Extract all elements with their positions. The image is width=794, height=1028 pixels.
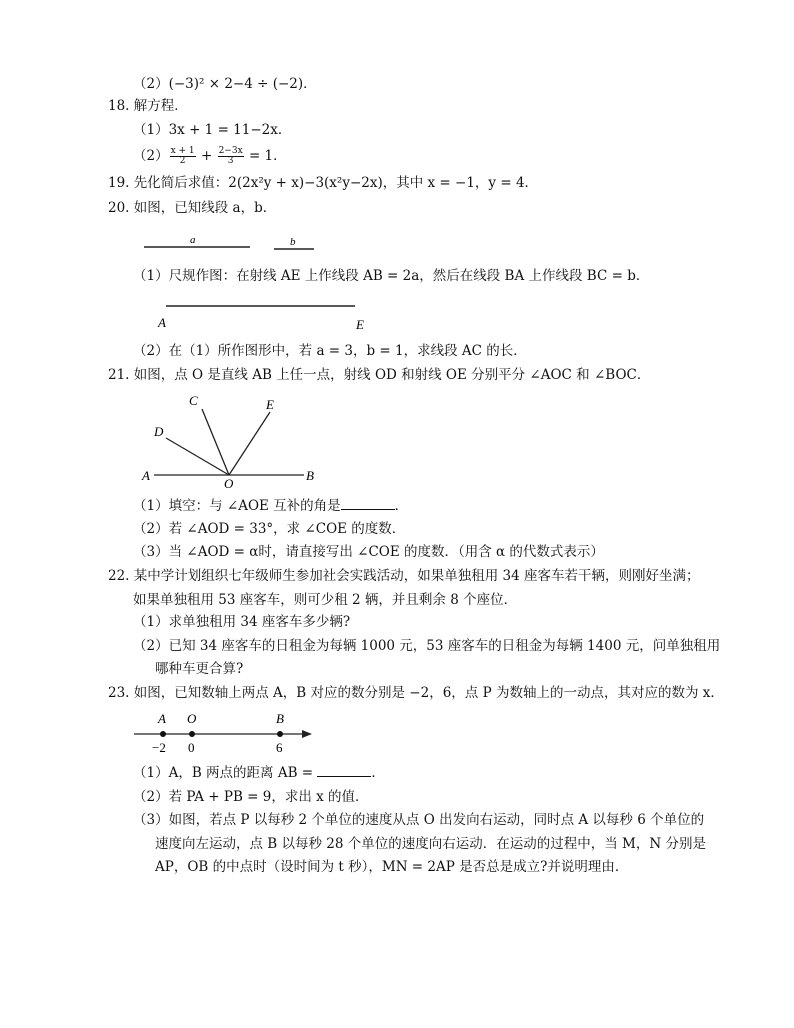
number-line-arrow [302,730,312,738]
q22-part2-cont: 哪种车更合算? [155,661,244,677]
axis-o-value: 0 [188,740,195,755]
q21-part1 [133,497,408,515]
axis-o-label: O [187,711,197,726]
point-o-dot [189,731,195,737]
point-c-label: C [189,393,198,408]
fraction-2-denominator: 3 [227,156,234,166]
segments-a-b-figure [140,228,330,258]
angle-figure [138,390,328,490]
q20-part1: （1）尺规作图：在射线 AE 上作线段 AB = 2a，然后在线段 BA 上作线段 BC = b． [133,268,650,284]
q22-heading-cont: 如果单独租用 53 座客车，则可少租 2 辆，并且剩余 8 个座位． [133,592,518,608]
q19-text: 19. 先化简后求值：2(2x²y + x)−3(x²y−2x)，其中 x = −1，y = 4． [108,175,539,191]
point-b-label: B [306,468,314,483]
ray-oc [202,409,229,475]
q21-part2: （2）若 ∠AOD = 33°，求 ∠COE 的度数． [133,521,406,537]
fraction-2-numerator: 2−3x [218,146,243,156]
q18-part2-label: （2） [133,148,169,164]
point-o-label: O [224,476,234,490]
q21-heading: 21. 如图，点 O 是直线 AB 上任一点，射线 OD 和射线 OE 分别平分 ∠AOC 和 ∠BOC． [108,367,651,383]
q23-part1-end: ． [371,765,385,781]
segment-a-label: a [190,234,196,246]
ray-ae-figure [150,298,390,338]
fraction-1-numerator: x + 1 [170,146,195,156]
q18-part2-tail: = 1． [248,148,287,164]
ray-point-e: E [356,317,364,332]
q23-part3-line2: 速度向左运动，点 B 以每秒 28 个单位的速度向右运动．在运动的过程中，当 M，N 分别是 [155,836,706,852]
q21-part1-end: ． [394,498,409,514]
number-line-figure [130,708,320,758]
q23-part3-line1: （3）如图，若点 P 以每秒 2 个单位的速度从点 O 出发向右运动，同时点 A 以每秒 6 个单位的 [133,812,705,828]
axis-b-label: B [276,711,284,726]
segment-b-label: b [290,236,296,248]
q22-part2: （2）已知 34 座客车的日租金为每辆 1000 元，53 座客车的日租金为每辆 1400 元，问单独租用 [133,638,721,654]
axis-a-label: A [158,711,166,726]
q23-heading: 23. 如图，已知数轴上两点 A，B 对应的数分别是 −2，6，点 P 为数轴上的一动点，其对应的数为 x． [108,685,724,701]
answer-blank[interactable] [341,497,395,510]
point-a-dot [160,731,166,737]
point-e-label: E [266,397,274,412]
q22-heading: 22. 某中学计划组织七年级师生参加社会实践活动，如果单独租用 34 座客车若干辆，则刚好坐满； [108,568,700,584]
q17-part2: （2）(−3)² × 2−4 ÷ (−2)． [133,76,317,92]
q18-part2 [133,143,287,169]
q18-part1: （1）3x + 1 = 11−2x． [133,122,292,138]
q22-part1: （1）求单独租用 34 座客车多少辆? [133,614,351,630]
answer-blank[interactable] [317,764,371,777]
q20-heading: 20. 如图，已知线段 a，b． [108,200,277,216]
q21-part3: （3）当 ∠AOD = α时，请直接写出 ∠COE 的度数．（用含 α 的代数式表示） [133,544,604,560]
q21-part1-text: （1）填空：与 ∠AOE 互补的角是 [133,498,341,514]
q23-part3-line3: AP，OB 的中点时（设时间为 t 秒），MN = 2AP 是否总是成立?并说明理由． [155,859,629,875]
fraction-1-denominator: 2 [179,156,186,166]
q23-part1-text: （1）A，B 两点的距离 AB = [133,765,314,781]
fraction-1 [170,147,196,166]
plus-sign: + [200,148,213,164]
ray-od [166,438,229,475]
ray-point-a: A [158,315,166,330]
point-d-label: D [154,424,164,439]
ray-oe [229,412,270,475]
fraction-2 [218,147,244,166]
q20-part2: （2）在（1）所作图形中，若 a = 3，b = 1，求线段 AC 的长． [133,343,527,359]
point-a-label: A [142,468,150,483]
axis-b-value: 6 [276,740,283,755]
point-b-dot [277,731,283,737]
q23-part1 [133,764,385,782]
q23-part2: （2）若 PA + PB = 9，求出 x 的值． [133,789,369,805]
q18-heading: 18. 解方程． [108,98,188,114]
axis-a-value: −2 [152,740,166,755]
